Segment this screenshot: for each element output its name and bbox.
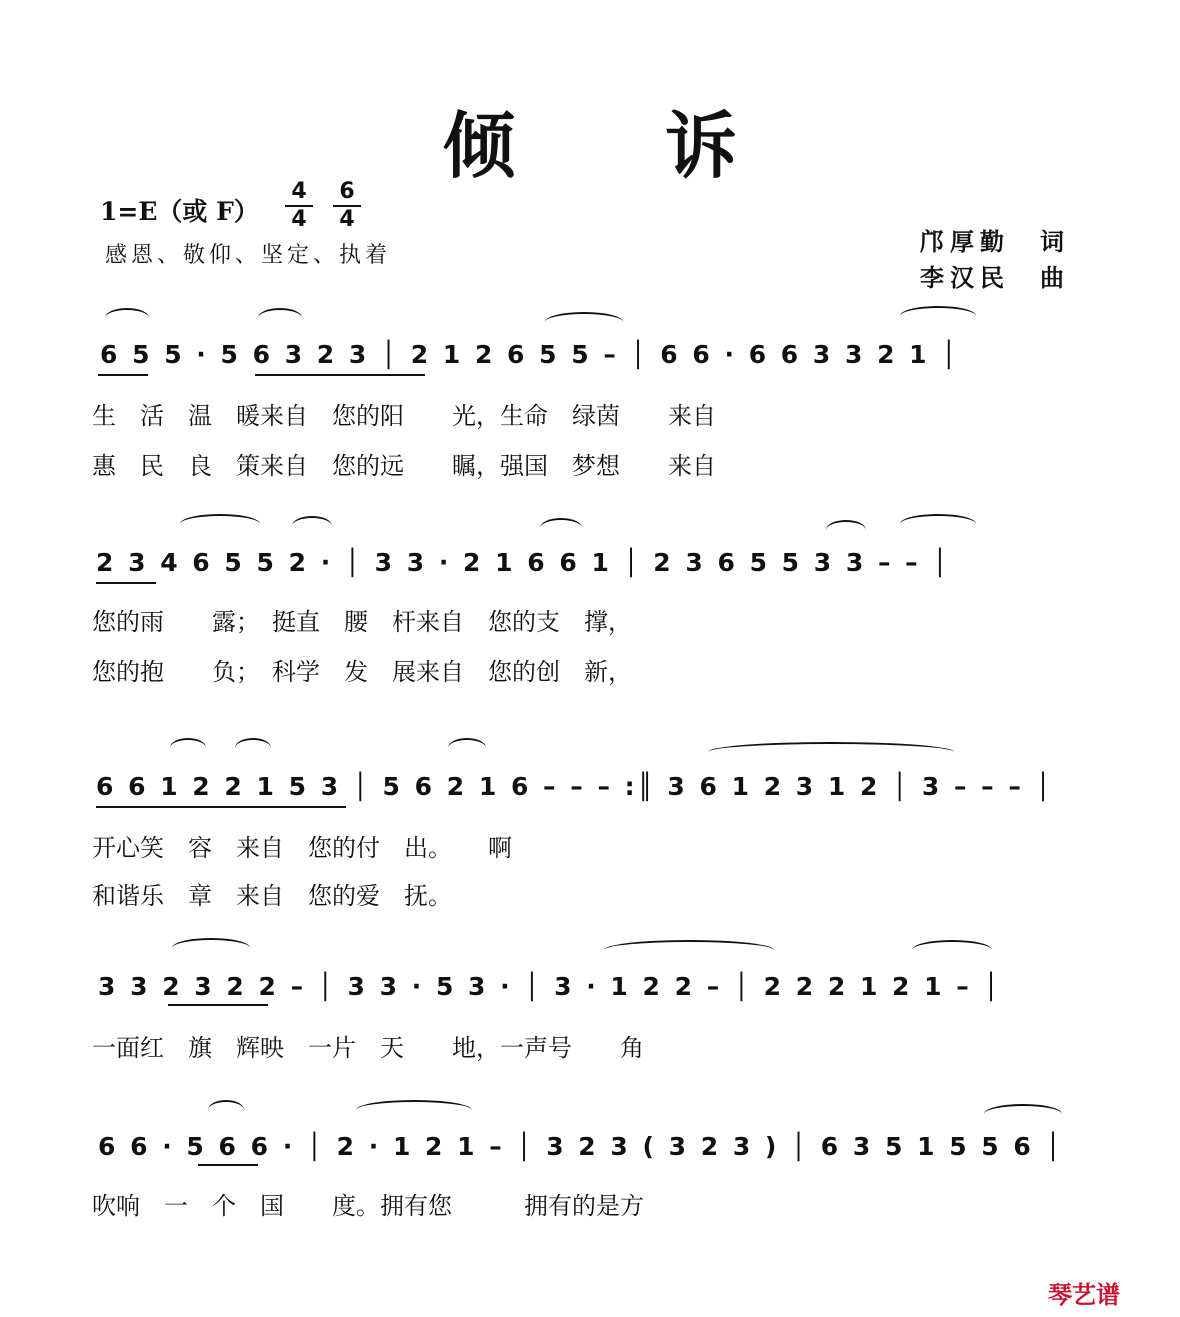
lyric-line-2b: 您的抱 负； 科学 发 展来自 您的创 新， [92,658,632,686]
slur [540,518,582,538]
slur [208,1100,244,1120]
underline [255,374,425,376]
notation-line-1: 6 5 5 · 5 6 3 2 3 │ 2 1 2 6 5 5 – │ 6 6 · 6 6 3 3 2 1 │ [100,340,960,369]
notation-line-2: 2 3 4 6 5 5 2 · │ 3 3 · 2 1 6 6 1 │ 2 3 6 5 5 3 3 – – │ [96,548,951,577]
time-signature-2: 6 4 [333,180,361,232]
mood-marking: 感恩、敬仰、坚定、执着 [105,243,392,268]
slur [235,738,271,758]
slur [448,738,486,758]
slur [912,940,992,960]
slur [180,514,260,534]
slur [826,520,866,540]
watermark-logo: 琴艺谱 [1048,1281,1120,1309]
lyric-line-1a: 生 活 温 暖来自 您的阳 光，生命 绿茵 来自 [92,402,716,430]
lyric-line-3a: 开心笑 容 来自 您的付 出。 啊 [92,834,512,862]
slur [545,312,623,332]
slur [172,938,250,958]
slur [604,940,774,960]
lyric-line-4: 一面红 旗 辉映 一片 天 地，一声号 角 [92,1034,644,1062]
time-signature-1: 4 4 [285,180,313,232]
notation-line-3: 6 6 1 2 2 1 5 3 │ 5 6 2 1 6 – – – :║ 3 6 1 2 3 1 2 │ 3 – – – │ [96,772,1054,801]
lyric-line-5: 吹响 一 个 国 度。拥有您 拥有的是方 [92,1192,644,1220]
composer-credit: 李汉民 曲 [920,264,1070,292]
slur [900,514,976,534]
lyricist-credit: 邝厚勤 词 [920,228,1070,256]
underline [96,582,156,584]
song-title: 倾诉 [442,104,887,188]
underline [168,1004,268,1006]
slur [105,308,149,328]
slur [356,1100,472,1120]
lyric-line-2a: 您的雨 露； 挺直 腰 杆来自 您的支 撑， [92,608,632,636]
slur [708,742,954,762]
notation-line-5: 6 6 · 5 6 6 · │ 2 · 1 2 1 – │ 3 2 3 ( 3 2 3 ) │ 6 3 5 1 5 5 6 │ [98,1132,1064,1161]
slur [984,1104,1062,1124]
underline [96,806,346,808]
underline [198,1164,258,1166]
slur [900,306,976,326]
slur [258,308,302,328]
key-signature: 1=E（或 F） [100,197,259,226]
notation-line-4: 3 3 2 3 2 2 – │ 3 3 · 5 3 · │ 3 · 1 2 2 – │ 2 2 2 1 2 1 – │ [98,972,1002,1001]
lyric-line-3b: 和谐乐 章 来自 您的爱 抚。 [92,882,452,910]
slur [170,738,206,758]
slur [292,516,332,536]
lyric-line-1b: 惠 民 良 策来自 您的远 瞩，强国 梦想 来自 [92,452,716,480]
underline [98,374,148,376]
